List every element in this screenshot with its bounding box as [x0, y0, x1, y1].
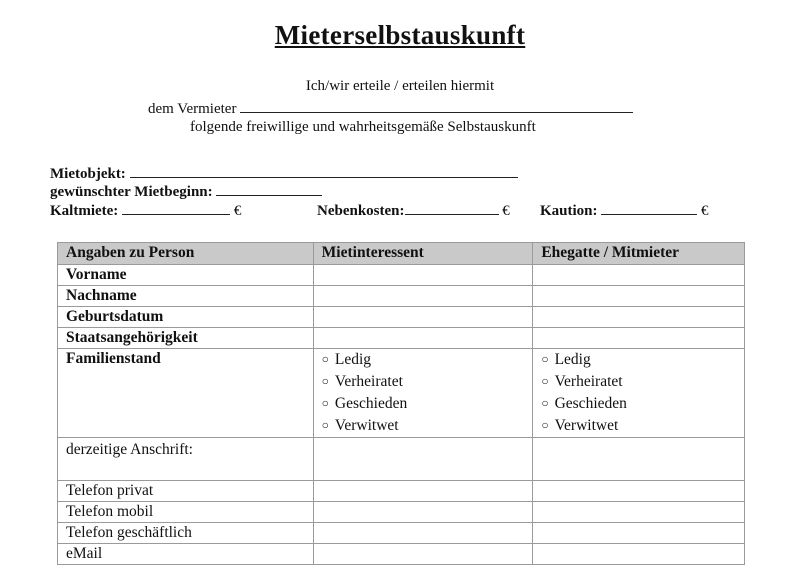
mietbeginn-row — [50, 182, 322, 201]
email-mietinteressent-cell[interactable] — [313, 544, 533, 565]
row-label-anschrift: derzeitige Anschrift: — [58, 438, 314, 481]
table-row-staatsangehoerigkeit — [58, 328, 745, 349]
header-ehegatte: Ehegatte / Mitmieter — [533, 243, 745, 265]
option-geschieden-ehegatte[interactable]: ○ Geschieden — [541, 395, 627, 412]
table-row-anschrift — [58, 438, 745, 481]
familienstand-ehegatte-cell — [533, 349, 745, 438]
table-row-vorname — [58, 265, 745, 286]
table-row-telefon-geschaeftlich — [58, 523, 745, 544]
geburtsdatum-mietinteressent-cell[interactable] — [313, 307, 533, 328]
table-row-familienstand — [58, 349, 745, 438]
vorname-ehegatte-cell[interactable] — [533, 265, 745, 286]
geburtsdatum-ehegatte-cell[interactable] — [533, 307, 745, 328]
kaution-row — [540, 201, 709, 220]
person-data-table — [57, 242, 745, 565]
radio-circle-icon: ○ — [321, 352, 329, 366]
nebenkosten-currency: € — [502, 203, 510, 219]
table-header-row — [58, 243, 745, 265]
nebenkosten-blank-line[interactable] — [405, 201, 499, 215]
option-ledig-mietinteressent[interactable]: ○ Ledig — [321, 351, 372, 368]
option-geschieden-mietinteressent[interactable]: ○ Geschieden — [321, 395, 408, 412]
table-row-telefon-privat — [58, 481, 745, 502]
row-label-nachname: Nachname — [58, 286, 314, 307]
kaltmiete-label: Kaltmiete: — [50, 203, 119, 219]
nebenkosten-label: Nebenkosten: — [317, 203, 405, 219]
table-row-email — [58, 544, 745, 565]
mietbeginn-blank-line[interactable] — [216, 182, 322, 196]
kaltmiete-blank-line[interactable] — [122, 201, 230, 215]
row-label-staatsangehoerigkeit: Staatsangehörigkeit — [58, 328, 314, 349]
radio-circle-icon: ○ — [541, 396, 549, 410]
vorname-mietinteressent-cell[interactable] — [313, 265, 533, 286]
intro-line-2 — [148, 99, 633, 118]
option-verheiratet-ehegatte[interactable]: ○ Verheiratet — [541, 373, 623, 390]
row-label-telefon-geschaeftlich: Telefon geschäftlich — [58, 523, 314, 544]
document-title: Mieterselbstauskunft — [274, 20, 526, 50]
mietobjekt-blank-line[interactable] — [130, 164, 518, 178]
option-verwitwet-mietinteressent[interactable]: ○ Verwitwet — [321, 417, 399, 434]
row-label-telefon-mobil: Telefon mobil — [58, 502, 314, 523]
telefon-geschaeftlich-mietinteressent-cell[interactable] — [313, 523, 533, 544]
option-verheiratet-mietinteressent[interactable]: ○ Verheiratet — [321, 373, 403, 390]
intro-line-3: folgende freiwillige und wahrheitsgemäße Selbstauskunft — [190, 119, 536, 135]
nachname-ehegatte-cell[interactable] — [533, 286, 745, 307]
vermieter-label: dem Vermieter — [148, 101, 237, 117]
staatsangehoerigkeit-mietinteressent-cell[interactable] — [313, 328, 533, 349]
vermieter-blank-line[interactable] — [240, 99, 633, 113]
kaution-blank-line[interactable] — [601, 201, 697, 215]
telefon-privat-ehegatte-cell[interactable] — [533, 481, 745, 502]
nebenkosten-row — [317, 201, 510, 220]
row-label-email: eMail — [58, 544, 314, 565]
radio-circle-icon: ○ — [321, 418, 329, 432]
kaltmiete-currency: € — [233, 203, 242, 219]
telefon-privat-mietinteressent-cell[interactable] — [313, 481, 533, 502]
radio-circle-icon: ○ — [321, 396, 329, 410]
familienstand-mietinteressent-cell — [313, 349, 533, 438]
table-row-geburtsdatum — [58, 307, 745, 328]
mietbeginn-label: gewünschter Mietbeginn: — [50, 184, 213, 200]
nachname-mietinteressent-cell[interactable] — [313, 286, 533, 307]
radio-circle-icon: ○ — [541, 352, 549, 366]
radio-circle-icon: ○ — [541, 418, 549, 432]
kaltmiete-row — [50, 201, 241, 220]
radio-circle-icon: ○ — [321, 374, 329, 388]
table-row-nachname — [58, 286, 745, 307]
intro-line-1: Ich/wir erteile / erteilen hiermit — [305, 78, 495, 94]
anschrift-ehegatte-cell[interactable] — [533, 438, 745, 481]
telefon-mobil-ehegatte-cell[interactable] — [533, 502, 745, 523]
row-label-vorname: Vorname — [58, 265, 314, 286]
staatsangehoerigkeit-ehegatte-cell[interactable] — [533, 328, 745, 349]
mietobjekt-label: Mietobjekt: — [50, 166, 126, 182]
kaution-currency: € — [701, 203, 709, 219]
row-label-familienstand: Familienstand — [58, 349, 314, 438]
kaution-label: Kaution: — [540, 203, 598, 219]
header-mietinteressent: Mietinteressent — [313, 243, 533, 265]
option-ledig-ehegatte[interactable]: ○ Ledig — [541, 351, 591, 368]
email-ehegatte-cell[interactable] — [533, 544, 745, 565]
row-label-telefon-privat: Telefon privat — [58, 481, 314, 502]
table-row-telefon-mobil — [58, 502, 745, 523]
anschrift-mietinteressent-cell[interactable] — [313, 438, 533, 481]
header-angaben: Angaben zu Person — [58, 243, 314, 265]
radio-circle-icon: ○ — [541, 374, 549, 388]
telefon-mobil-mietinteressent-cell[interactable] — [313, 502, 533, 523]
option-verwitwet-ehegatte[interactable]: ○ Verwitwet — [541, 417, 619, 434]
telefon-geschaeftlich-ehegatte-cell[interactable] — [533, 523, 745, 544]
mietobjekt-row — [50, 164, 518, 183]
row-label-geburtsdatum: Geburtsdatum — [58, 307, 314, 328]
